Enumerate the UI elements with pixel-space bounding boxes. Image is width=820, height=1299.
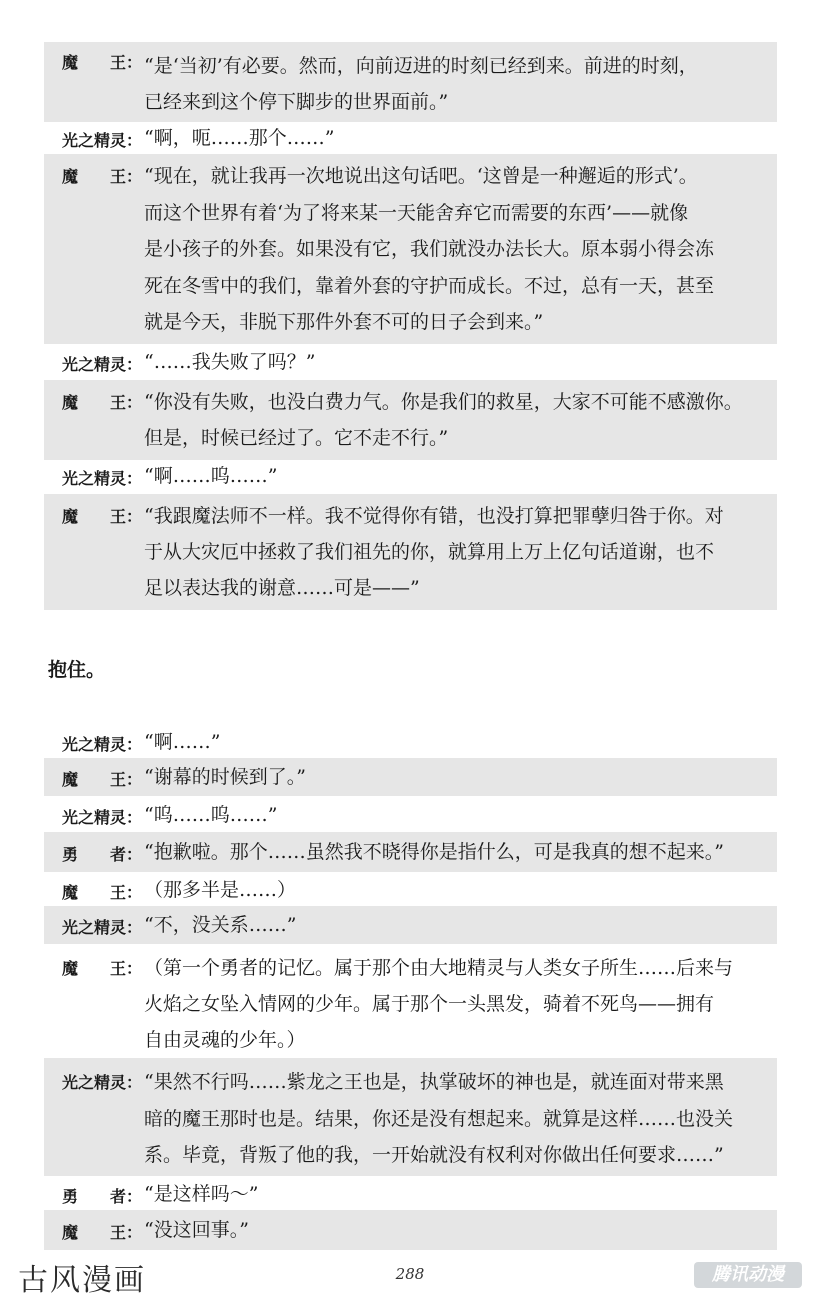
dialogue-text: “……我失败了吗？” — [144, 351, 316, 373]
dialogue-text: “谢幕的时候到了。” — [144, 766, 306, 788]
dialogue-text: “啊……呜……” — [144, 465, 278, 487]
dialogue-text: “是‘当初’有必要。然而，向前迈进的时刻已经到来。前进的时刻， 已经来到这个停下脚步的世界面前。” — [144, 55, 698, 113]
speaker-label: 勇 者： — [61, 845, 142, 864]
speaker-label: 魔 王： — [61, 507, 142, 526]
speaker-label: 光之精灵： — [61, 735, 142, 754]
watermark-logo-right: 腾讯动漫 — [694, 1262, 802, 1288]
speaker-label: 光之精灵： — [61, 469, 142, 488]
speaker-label: 勇 者： — [61, 1187, 142, 1206]
dialogue-line — [44, 1210, 777, 1250]
dialogue-text: “是这样吗～” — [144, 1183, 259, 1205]
dialogue-line — [44, 722, 777, 758]
dialogue-text: “抱歉啦。那个……虽然我不晓得你是指什么，可是我真的想不起来。” — [144, 841, 724, 863]
dialogue-text: “现在，就让我再一次地说出这句话吧。‘这曾是一种邂逅的形式’。 而这个世界有着‘为了将来某一天能舍弃它而需要的东西’——就像 是小孩子的外套。如果没有它，我们就没办法长大。原本弱小得会冻 死在冬雪中的我们，靠着外套的守护而成长。不过，总有一天，甚至 就是今天，非脱下那件外套不可的日子会到来。” — [144, 165, 715, 333]
dialogue-line — [44, 1176, 777, 1210]
speaker-label: 光之精灵： — [61, 808, 142, 827]
dialogue-text: “果然不行吗……紫龙之王也是，执掌破坏的神也是，就连面对带来黑 暗的魔王那时也是。结果，你还是没有想起来。就算是这样……也没关 系。毕竟，背叛了他的我，一开始就没有权利对你做出任何要求……” — [144, 1071, 734, 1166]
dialogue-text: “没这回事。” — [144, 1219, 249, 1241]
dialogue-line — [44, 494, 777, 610]
speaker-label: 魔 王： — [61, 770, 142, 789]
dialogue-line — [44, 460, 777, 494]
speaker-label: 光之精灵： — [61, 918, 142, 937]
action-text: 抱住。 — [48, 659, 106, 681]
speaker-label: 光之精灵： — [61, 131, 142, 150]
dialogue-text: （第一个勇者的记忆。属于那个由大地精灵与人类女子所生……后来与 火焰之女坠入情网的少年。属于那个一头黑发，骑着不死鸟——拥有 自由灵魂的少年。） — [144, 957, 734, 1051]
speaker-label: 魔 王： — [61, 167, 142, 186]
speaker-label: 魔 王： — [61, 53, 142, 72]
dialogue-line — [44, 758, 777, 796]
dialogue-text: “我跟魔法师不一样。我不觉得你有错，也没打算把罪孽归咎于你。对 于从大灾厄中拯救了我们祖先的你，就算用上万上亿句话道谢，也不 足以表达我的谢意……可是——” — [144, 505, 724, 599]
watermark-logo-left: 古风漫画 — [18, 1263, 146, 1298]
dialogue-text: “不，没关系……” — [144, 914, 297, 936]
dialogue-line — [44, 154, 777, 344]
page-number: 288 — [395, 1265, 425, 1283]
dialogue-line — [44, 872, 777, 906]
dialogue-text: （那多半是……） — [144, 879, 297, 901]
dialogue-text: “啊……” — [144, 731, 221, 753]
dialogue-line — [44, 42, 777, 122]
speaker-label: 光之精灵： — [61, 355, 142, 374]
dialogue-line — [44, 380, 777, 460]
dialogue-line — [44, 122, 777, 154]
dialogue-text: “啊，呃……那个……” — [144, 127, 335, 149]
speaker-label: 魔 王： — [61, 1223, 142, 1242]
dialogue-line — [44, 796, 777, 832]
speaker-label: 魔 王： — [61, 959, 142, 978]
speaker-label: 魔 王： — [61, 393, 142, 412]
dialogue-line — [44, 344, 777, 380]
dialogue-text: “你没有失败，也没白费力气。你是我们的救星，大家不可能不感激你。 但是，时候已经过了。它不走不行。” — [144, 391, 743, 449]
dialogue-line — [44, 1058, 777, 1176]
dialogue-line — [44, 944, 777, 1058]
dialogue-line — [44, 906, 777, 944]
speaker-label: 魔 王： — [61, 883, 142, 902]
dialogue-text: “呜……呜……” — [144, 804, 278, 826]
speaker-label: 光之精灵： — [61, 1073, 142, 1092]
dialogue-line — [44, 832, 777, 872]
